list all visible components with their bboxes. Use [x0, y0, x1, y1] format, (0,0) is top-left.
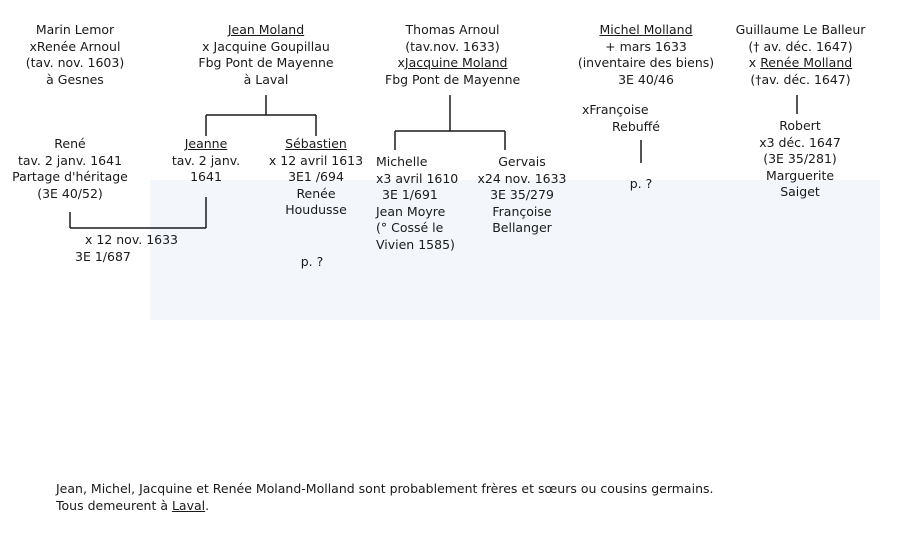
michelle-spouse-birth2: Vivien 1585): [376, 236, 455, 252]
guillaume-death: († av. déc. 1647): [748, 38, 853, 54]
guillaume-spouse-name: Renée Molland: [760, 55, 853, 70]
person-michel-molland: [576, 22, 716, 88]
robert-spouse1: Marguerite: [765, 167, 835, 183]
michel-note: (inventaire des biens): [577, 55, 715, 70]
person-gervais: [472, 154, 572, 237]
michel-name: Michel Molland: [599, 22, 693, 37]
rene-name: René: [54, 136, 86, 151]
jean-name: Jean Moland: [227, 22, 305, 37]
guillaume-name: Guillaume Le Balleur: [735, 22, 866, 37]
jeanne-date1: tav. 2 janv.: [171, 152, 241, 168]
guillaume-spouse-prefix: x: [748, 55, 757, 70]
footnote-line2: [56, 497, 713, 514]
thomas-spouse-prefix: x: [397, 55, 405, 70]
rene-date: tav. 2 janv. 1641: [17, 152, 123, 168]
thomas-spouse: [385, 55, 520, 72]
thomas-date: (tav.nov. 1633): [405, 38, 500, 54]
sebastien-spouse2: Houdusse: [285, 202, 347, 217]
michel-death: + mars 1633: [605, 38, 687, 54]
gervais-spouse1: Françoise: [492, 203, 552, 219]
marin-spouse: xRenée Arnoul: [29, 38, 121, 54]
person-rene: [10, 136, 130, 202]
michel-spouse-line2: Rebuffé: [612, 118, 660, 134]
marin-date: (tav. nov. 1603): [25, 55, 125, 70]
person-jean-moland: [186, 22, 346, 88]
jeanne-date2: 1641: [190, 169, 222, 184]
footnote-line1: Jean, Michel, Jacquine et Renée Moland-Molland sont probablement frères et sœurs ou cousins germains.: [56, 481, 714, 496]
jean-spouse: x Jacquine Goupillau: [202, 38, 330, 54]
thomas-place: Fbg Pont de Mayenne: [385, 71, 521, 87]
michel-descendant-unknown: p. ?: [629, 176, 653, 191]
robert-marriage: x3 déc. 1647: [759, 134, 841, 150]
person-guillaume-le-balleur: [718, 22, 883, 88]
michelle-ref: 3E 1/691: [382, 187, 438, 202]
michelle-name: Michelle: [376, 154, 428, 169]
robert-ref: (3E 35/281): [763, 151, 837, 166]
gervais-spouse2: Bellanger: [492, 220, 552, 235]
sebastien-spouse1: Renée: [296, 185, 336, 201]
marin-place: à Gesnes: [46, 71, 104, 87]
footnote-place: Laval: [171, 498, 206, 513]
sebastien-ref: 3E1 /694: [288, 169, 344, 184]
person-marin-lemor: [15, 22, 135, 88]
rene-ref: (3E 40/52): [37, 185, 103, 201]
footnote-line2-prefix: Tous demeurent à: [56, 498, 172, 513]
sebastien-marriage: x 12 avril 1613: [268, 152, 364, 168]
robert-spouse2: Saiget: [780, 184, 820, 199]
jeanne-name: Jeanne: [184, 136, 228, 151]
michel-spouse-line1: xFrançoise: [582, 102, 649, 117]
marriage-rene-jeanne: [75, 232, 195, 265]
person-robert: [740, 118, 860, 201]
jean-town: à Laval: [243, 71, 289, 87]
gervais-marriage: x24 nov. 1633: [477, 170, 567, 186]
footnote: [56, 480, 713, 514]
sebastien-name: Sébastien: [285, 136, 347, 151]
marriage-date: x 12 nov. 1633: [85, 232, 179, 247]
marriage-ref: 3E 1/687: [75, 248, 131, 264]
thomas-spouse-name: Jacquine Moland: [404, 55, 508, 70]
gervais-ref: 3E 35/279: [490, 187, 554, 202]
person-jeanne: [156, 136, 256, 186]
gervais-name: Gervais: [498, 154, 546, 169]
sebastien-descendant-unknown: p. ?: [300, 254, 324, 269]
rene-note: Partage d'héritage: [12, 169, 128, 184]
michel-ref: 3E 40/46: [618, 71, 674, 87]
robert-name: Robert: [779, 118, 821, 133]
person-michelle: [376, 154, 458, 253]
marin-name: Marin Lemor: [35, 22, 115, 37]
guillaume-spouse: [718, 55, 883, 72]
footnote-line2-suffix: .: [205, 498, 210, 513]
michelle-spouse-birth1: (° Cossé le: [376, 220, 444, 235]
person-sebastien: [256, 136, 376, 219]
guillaume-spouse-death: (†av. déc. 1647): [750, 71, 851, 87]
michelle-marriage: x3 avril 1610: [376, 170, 459, 186]
michelle-spouse: Jean Moyre: [376, 203, 446, 219]
jean-place: Fbg Pont de Mayenne: [198, 55, 334, 70]
michel-spouse: [582, 102, 660, 135]
thomas-name: Thomas Arnoul: [405, 22, 500, 37]
person-thomas-arnoul: [385, 22, 520, 88]
